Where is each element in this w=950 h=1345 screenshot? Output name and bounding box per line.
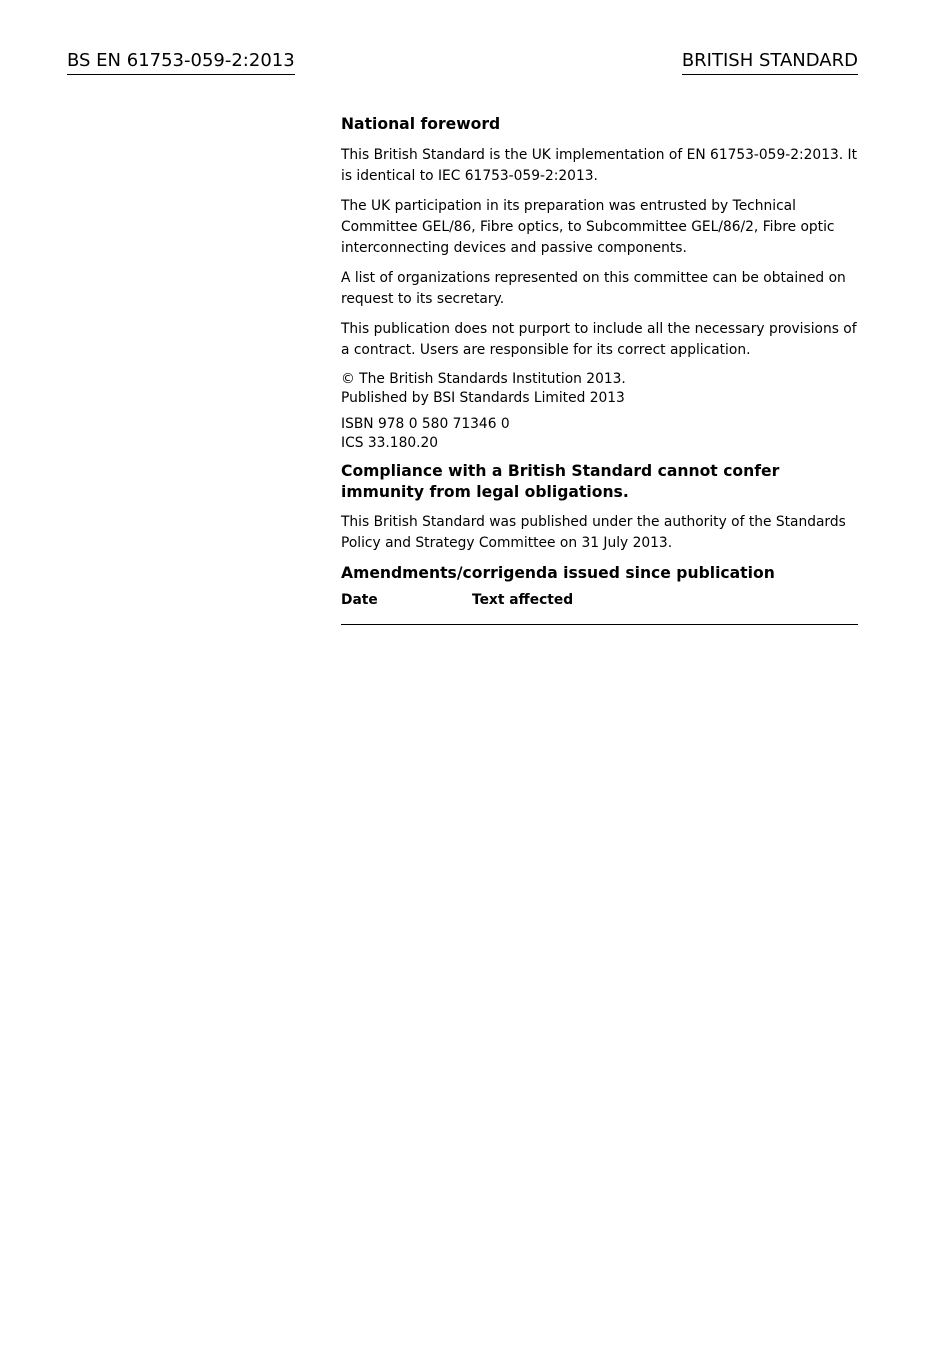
document-number: BS EN 61753-059-2:2013 xyxy=(67,50,295,75)
foreword-paragraph-participation: The UK participation in its preparation was entrusted by Technical Committee GEL/86, Fibre optics, to Subcommittee GEL/86/2, Fibre optic interconnecting devices and passive components. xyxy=(341,198,835,256)
foreword-paragraph-committee-list: A list of organizations represented on this committee can be obtained on request to its secretary. xyxy=(341,270,846,307)
national-foreword-section xyxy=(341,114,858,625)
column-header-date: Date xyxy=(341,592,378,608)
foreword-paragraph-provisions: This publication does not purport to include all the necessary provisions of a contract. Users are responsible for its correct application. xyxy=(341,321,857,358)
ics-line: ICS 33.180.20 xyxy=(341,434,439,451)
document-type: BRITISH STANDARD xyxy=(682,50,858,75)
amendments-table-header xyxy=(341,590,858,625)
copyright-block xyxy=(341,370,858,407)
identifier-block xyxy=(341,415,858,452)
amendments-title: Amendments/corrigenda issued since publication xyxy=(341,564,775,582)
isbn-line: ISBN 978 0 580 71346 0 xyxy=(341,416,510,432)
copyright-line: © The British Standards Institution 2013. xyxy=(341,371,626,387)
compliance-notice: Compliance with a British Standard cannot confer immunity from legal obligations. xyxy=(341,462,780,501)
publisher-line: Published by BSI Standards Limited 2013 xyxy=(341,389,625,406)
authority-statement: This British Standard was published under the authority of the Standards Policy and Strategy Committee on 31 July 2013. xyxy=(341,514,846,551)
foreword-paragraph-implementation: This British Standard is the UK implementation of EN 61753-059-2:2013. It is identical to IEC 61753-059-2:2013. xyxy=(341,147,858,184)
column-header-text-affected: Text affected xyxy=(472,592,574,608)
foreword-title: National foreword xyxy=(341,115,501,133)
